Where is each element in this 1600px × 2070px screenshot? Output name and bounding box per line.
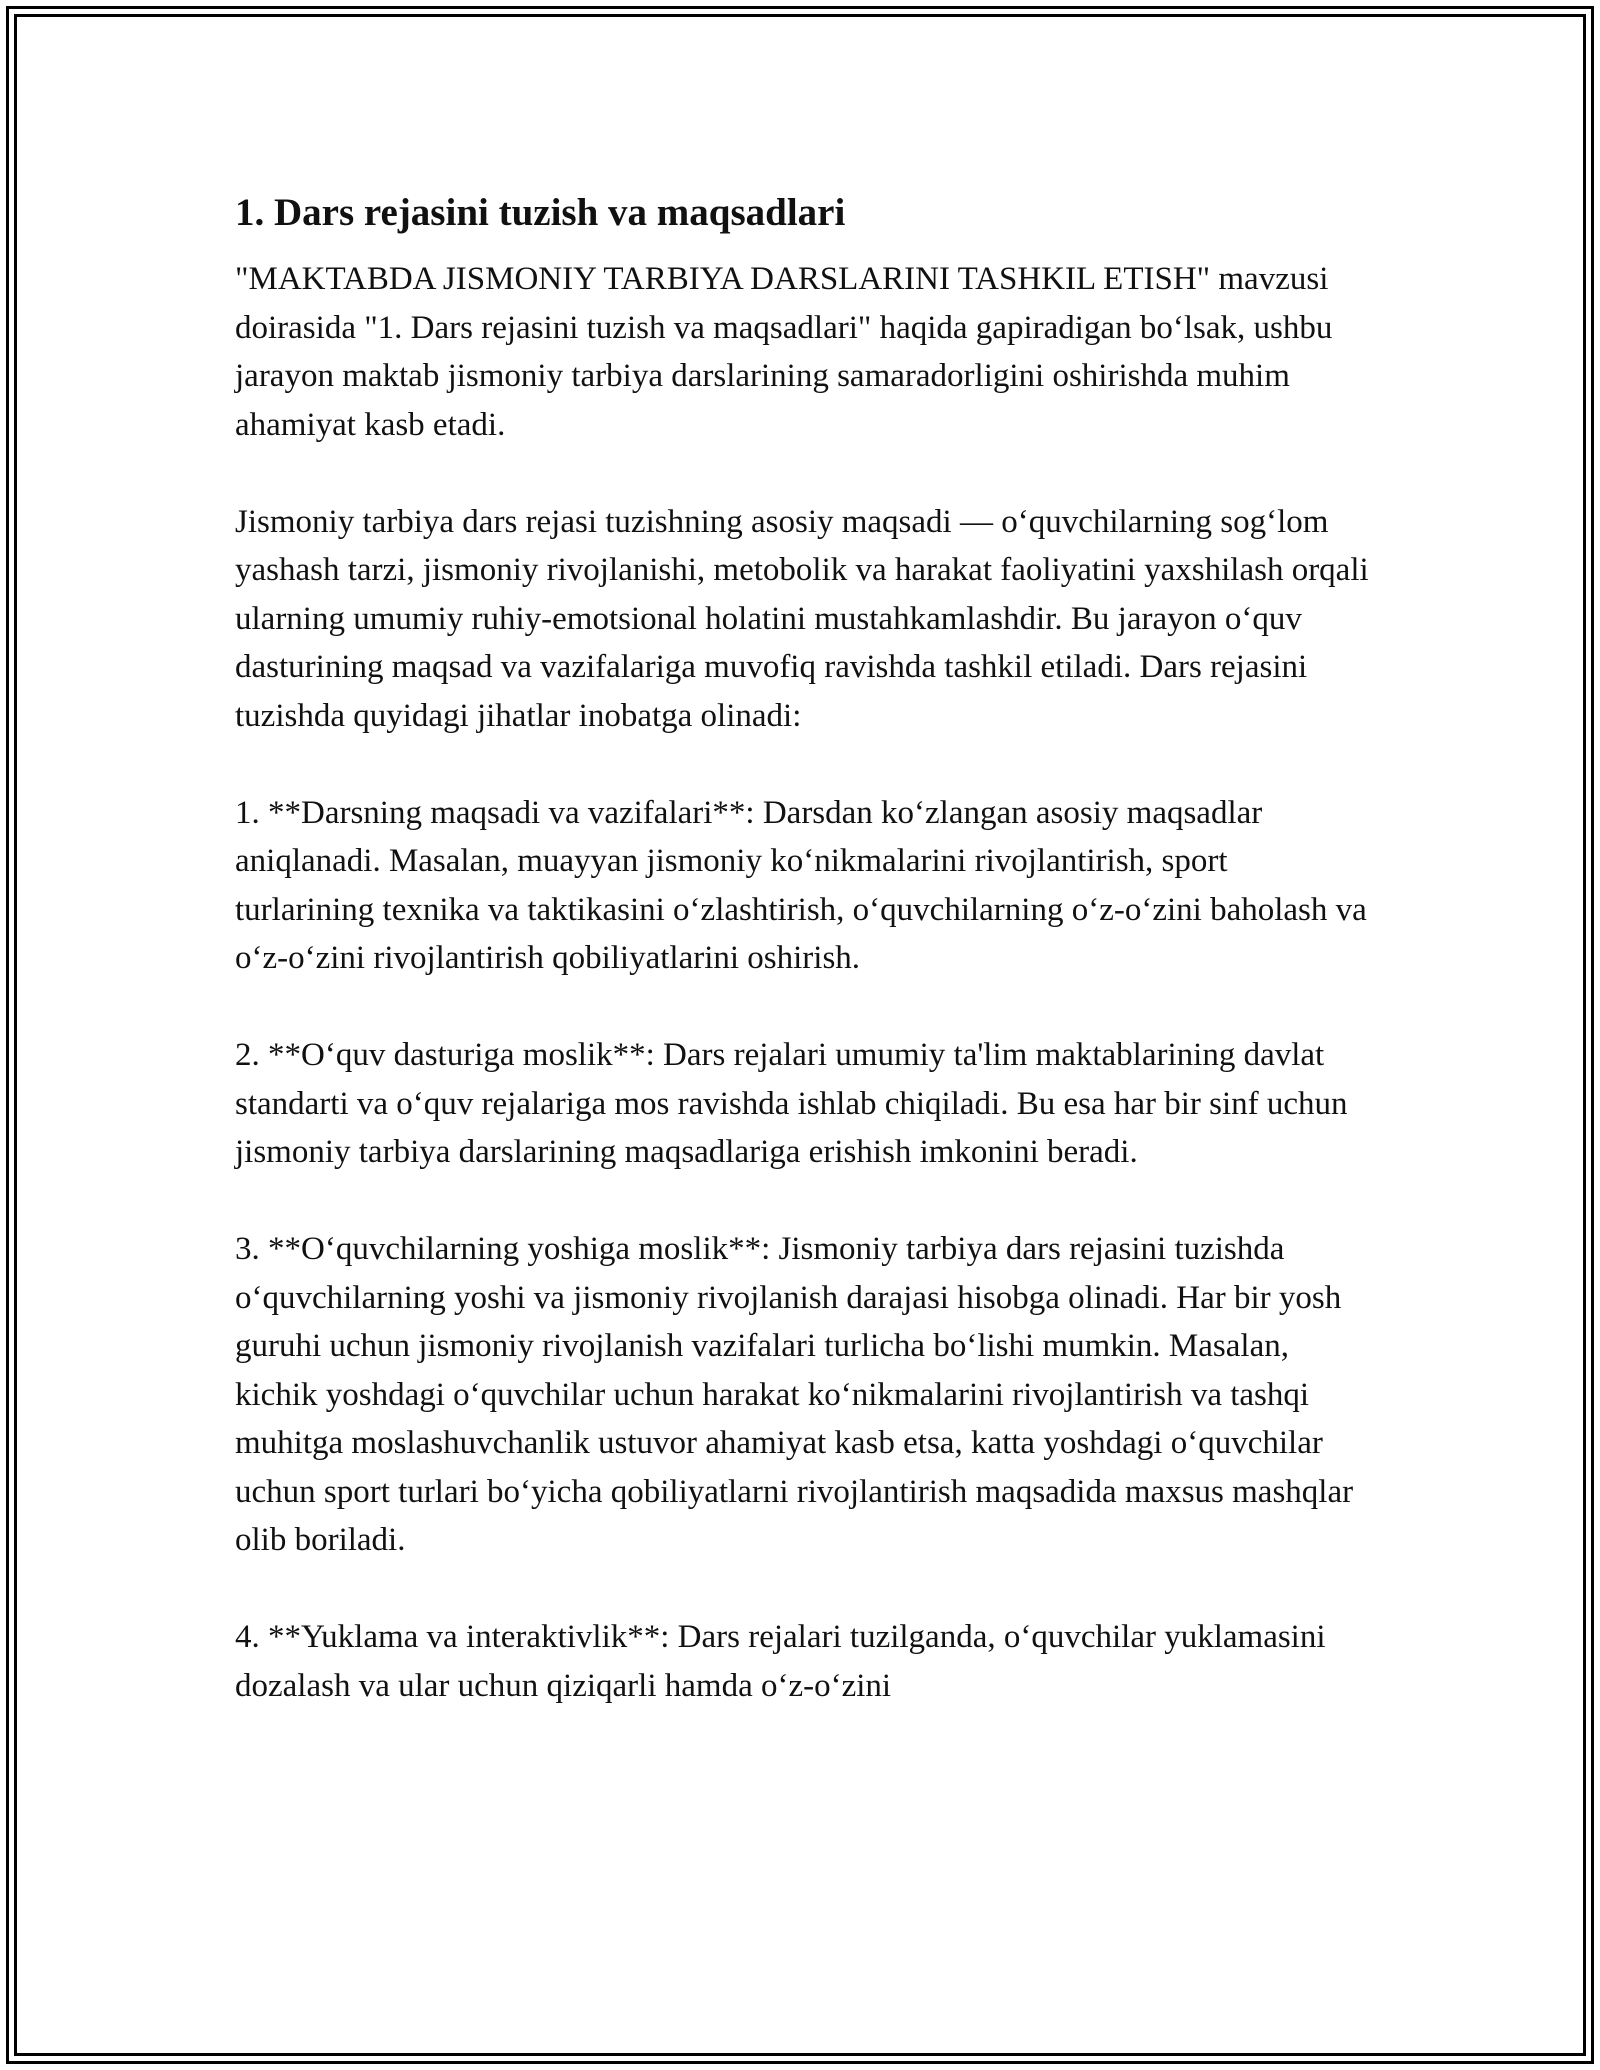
paragraph-item-4: 4. **Yuklama va interaktivlik**: Dars rejalari tuzilganda, o‘quvchilar yuklamasini dozalash va ular uchun qiziqarli hamda o‘z-o‘zini xyxy=(235,1619,1326,1704)
paragraph-intro: "MAKTABDA JISMONIY TARBIYA DARSLARINI TASHKIL ETISH" mavzusi doirasida "1. Dars rejasini tuzish va maqsadlari" haqida gapiradigan bo‘lsak, ushbu jarayon maktab jismoniy tarbiya darslarining samaradorligini oshirishda muhim ahamiyat kasb etadi. xyxy=(235,261,1333,443)
paragraph-item-3: 3. **O‘quvchilarning yoshiga moslik**: Jismoniy tarbiya dars rejasini tuzishda o‘quvchilarning yoshi va jismoniy rivojlanish darajasi hisobga olinadi. Har bir yosh guruhi uchun jismoniy rivojlanish vazifalari turlicha bo‘lishi mumkin. Masalan, kichik yoshdagi o‘quvchilar uchun harakat ko‘nikmalarini rivojlantirish va tashqi muhitga moslashuvchanlik ustuvor ahamiyat kasb etsa, katta yoshdagi o‘quvchilar uchun sport turlari bo‘yicha qobiliyatlarni rivojlantirish maqsadida maxsus mashqlar olib boriladi. xyxy=(235,1231,1354,1558)
section-heading: 1. Dars rejasini tuzish va maqsadlari xyxy=(235,191,846,234)
paragraph-item-2: 2. **O‘quv dasturiga moslik**: Dars rejalari umumiy ta'lim maktablarining davlat standarti va o‘quv rejalariga mos ravishda ishlab chiqiladi. Bu esa har bir sinf uchun jismoniy tarbiya darslarining maqsadlariga erishish imkonini beradi. xyxy=(235,1037,1348,1170)
document-body xyxy=(235,185,1375,1710)
paragraph-goal: Jismoniy tarbiya dars rejasi tuzishning asosiy maqsadi — o‘quvchilarning sog‘lom yashash tarzi, jismoniy rivojlanishi, metobolik va harakat faoliyatini yaxshilash orqali ularning umumiy ruhiy-emotsional holatini mustahkamlashdir. Bu jarayon o‘quv dasturining maqsad va vazifalariga muvofiq ravishda tashkil etiladi. Dars rejasini tuzishda quyidagi jihatlar inobatga olinadi: xyxy=(235,503,1369,734)
paragraph-item-1: 1. **Darsning maqsadi va vazifalari**: Darsdan ko‘zlangan asosiy maqsadlar aniqlanadi. Masalan, muayyan jismoniy ko‘nikmalarini rivojlantirish, sport turlarining texnika va taktikasini o‘zlashtirish, o‘quvchilarning o‘z-o‘zini baholash va o‘z-o‘zini rivojlantirish qobiliyatlarini oshirish. xyxy=(235,794,1367,976)
